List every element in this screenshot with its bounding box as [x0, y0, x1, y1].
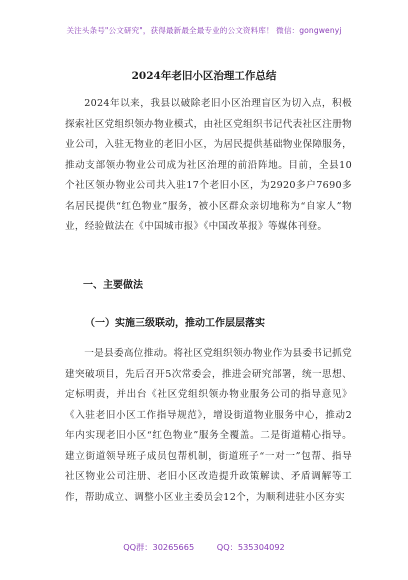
- body-paragraph: 一是县委高位推动。将社区党组织领办物业作为县委书记抓党建突破项目，先后召开5次常委会，推进会研究部署，统一思想、定标明责，并出台《社区党组织领办物业服务公司的指导意见》《入驻老旧小区工作指导规范》，增设街道物业服务中心，推动2年内实现老旧小区“红色物业”服务全覆盖。二是街道精心指导。建立街道领导班子成员包帮机制，街道班子“一对一”包帮、指导社区物业公司注册、老旧小区改造提升政策解读、矛盾调解等工作，帮助成立、调整小区业主委员会12个，为顺利进驻小区夯实: [65, 348, 352, 503]
- section-heading: 一、主要做法: [83, 280, 143, 291]
- document-title: 2024年老旧小区治理工作总结: [131, 70, 277, 82]
- intro-paragraph: 2024年以来，我县以破除老旧小区治理盲区为切入点，积极探索社区党组织领办物业模式，由社区党组织书记代表社区注册物业公司，入驻无物业的老旧小区，为居民提供基础物业保障服务，推动支部领办物业公司成为社区治理的前沿阵地。目前，全县10个社区领办物业公司共入驻17个老旧小区，为2920多户7690多名居民提供“红色物业”服务，被小区群众亲切地称为“自家人”物业，经验做法在《中国城市报》《中国改革报》等媒体刊登。: [65, 98, 352, 232]
- header-note: 关注头条号"公文研究"，获得最新最全最专业的公文资料库！ 微信：gongwenyj: [66, 26, 342, 35]
- footer-contact: [0, 542, 408, 553]
- footer-qq: QQ：535304092: [216, 542, 285, 552]
- subsection-heading: （一）实施三级联动，推动工作层层落实: [85, 318, 265, 329]
- footer-qq-group: QQ群：30265665: [123, 542, 195, 552]
